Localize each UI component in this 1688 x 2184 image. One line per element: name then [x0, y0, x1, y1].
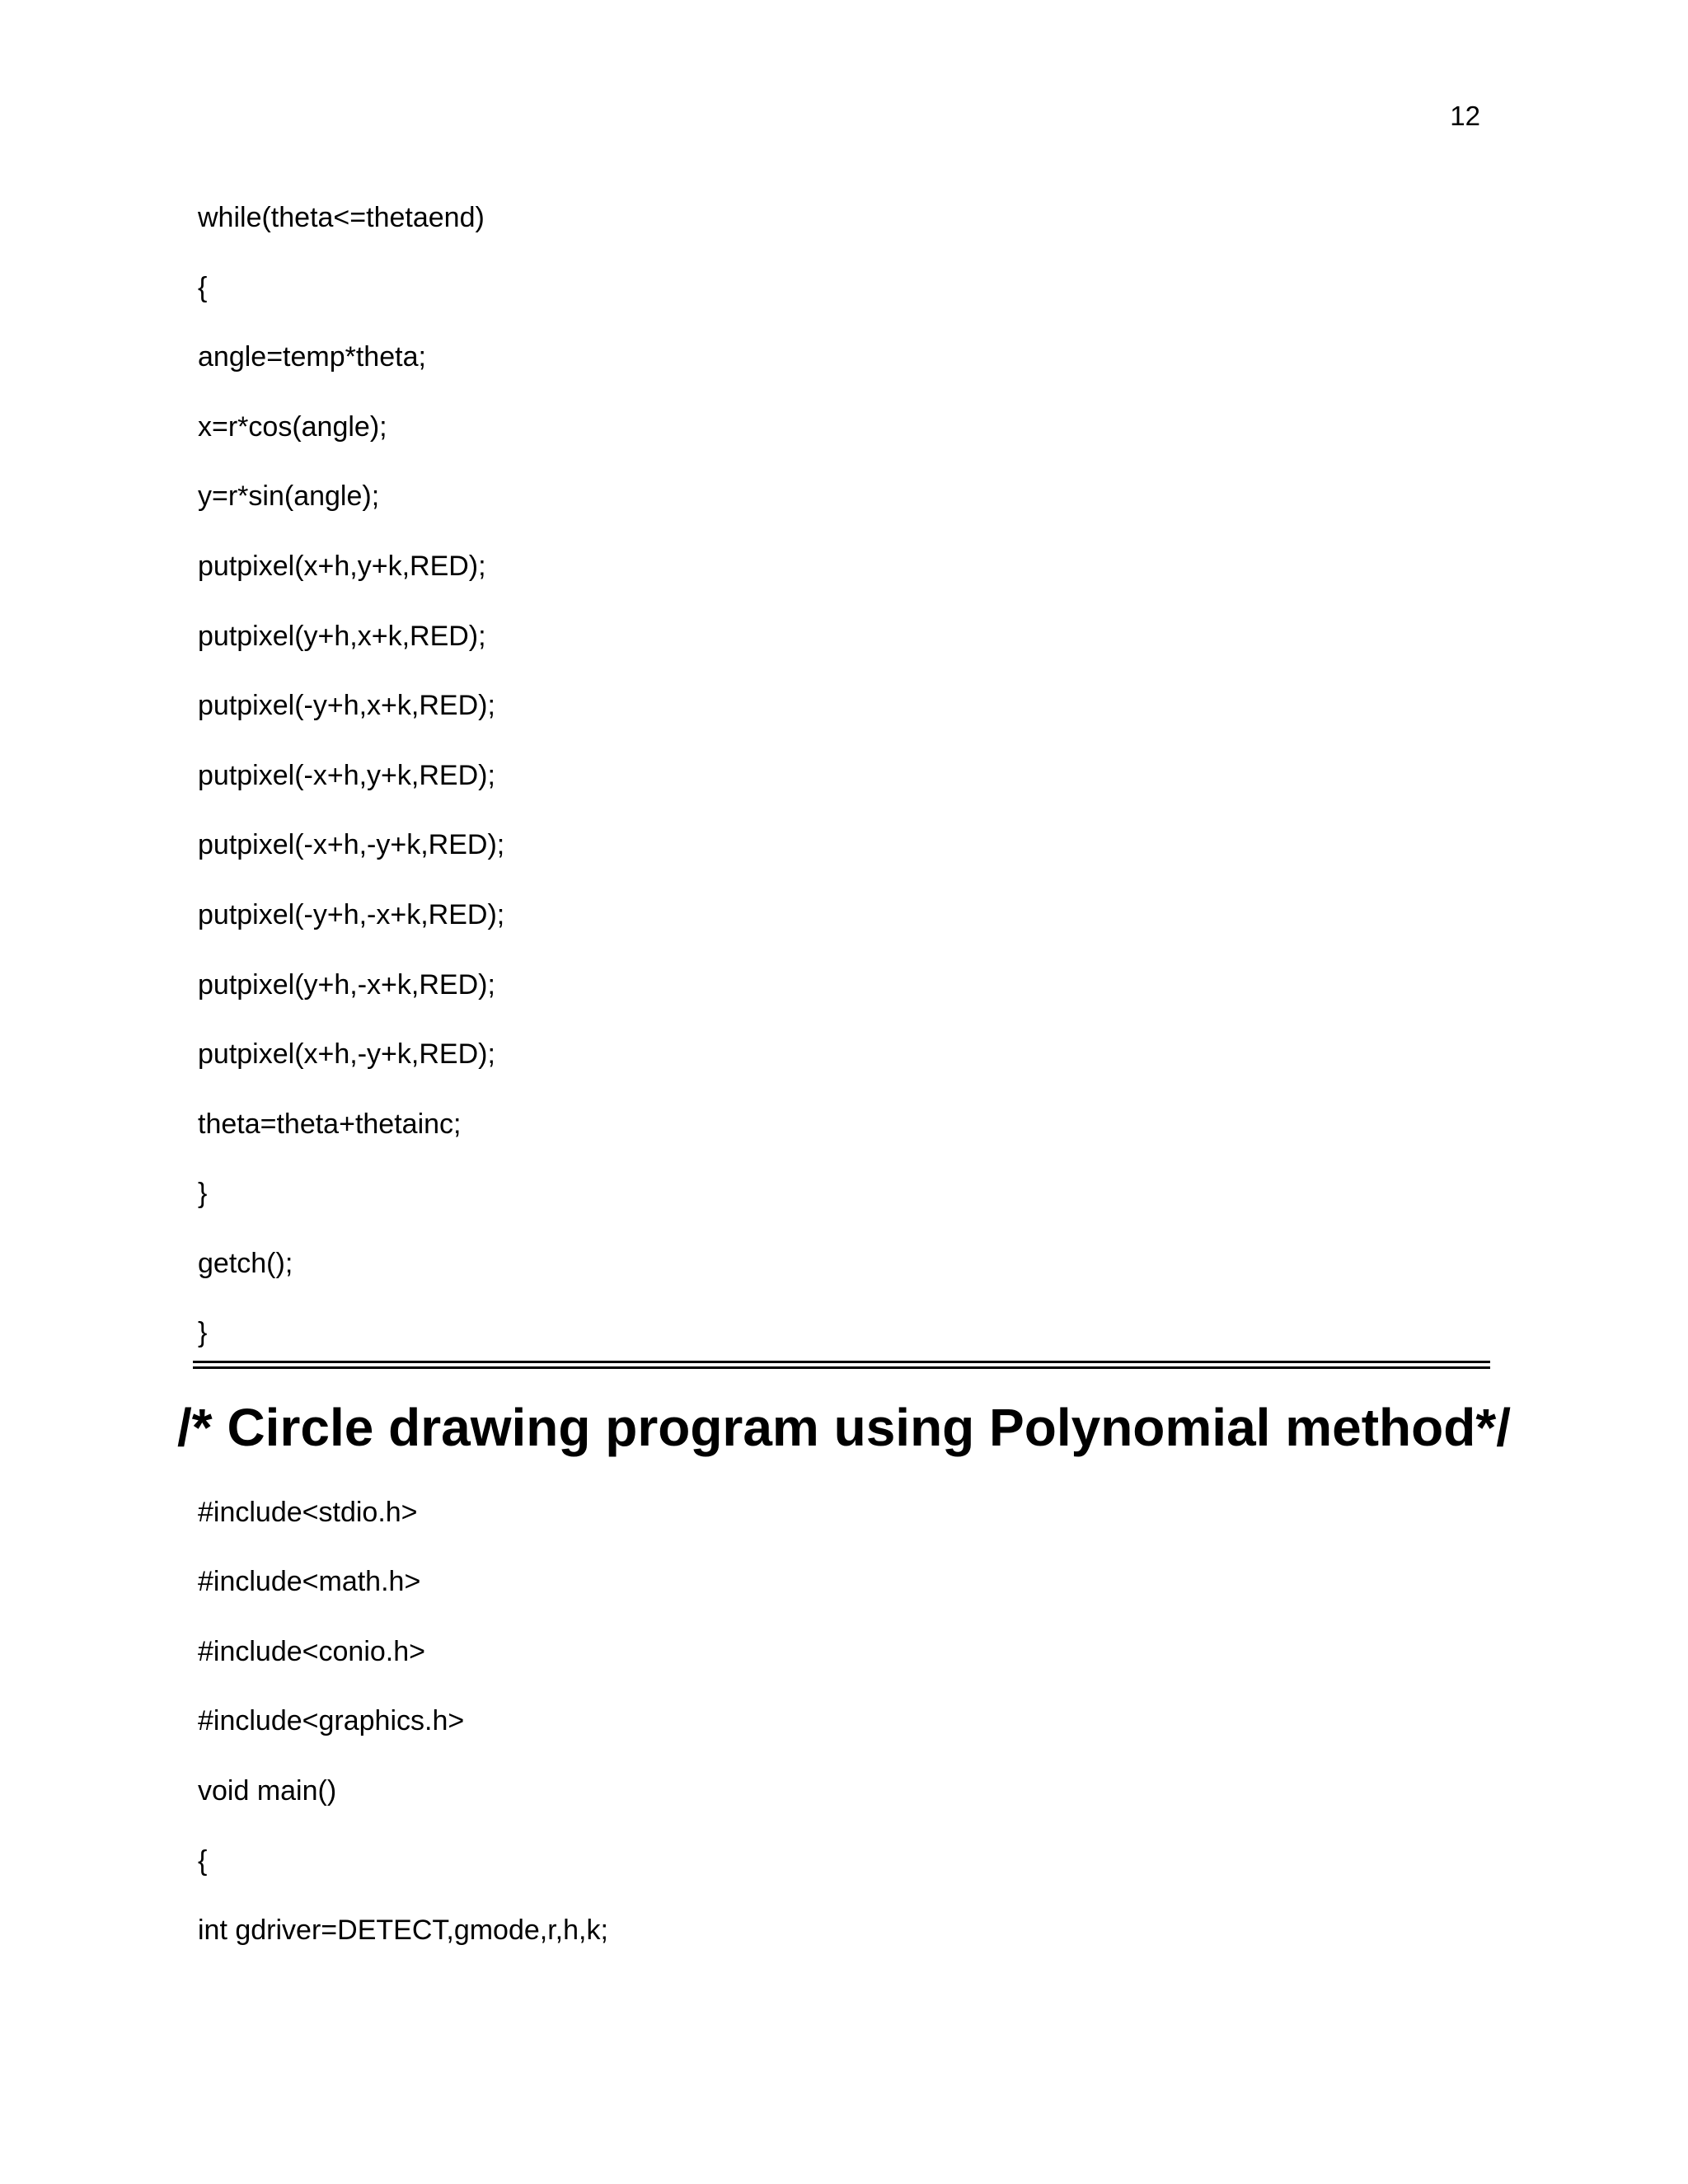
code-line: void main() — [198, 1775, 337, 1807]
code-line: putpixel(-y+h,x+k,RED); — [198, 690, 495, 721]
code-line: theta=theta+thetainc; — [198, 1108, 462, 1140]
rule-line-bottom — [193, 1366, 1490, 1369]
code-line: #include<graphics.h> — [198, 1705, 465, 1736]
code-line: putpixel(x+h,y+k,RED); — [198, 551, 486, 582]
code-line: { — [198, 272, 208, 303]
code-line: putpixel(-x+h,y+k,RED); — [198, 760, 495, 791]
double-rule-divider — [193, 1361, 1490, 1369]
rule-line-top — [193, 1361, 1490, 1363]
code-line: } — [198, 1178, 208, 1209]
code-line: putpixel(-y+h,-x+k,RED); — [198, 899, 505, 930]
code-line: #include<conio.h> — [198, 1636, 426, 1667]
code-line: putpixel(x+h,-y+k,RED); — [198, 1038, 495, 1070]
code-line: #include<math.h> — [198, 1566, 421, 1597]
page-number: 12 — [1450, 101, 1480, 131]
code-line: #include<stdio.h> — [198, 1497, 418, 1528]
code-line: getch(); — [198, 1248, 293, 1279]
section-heading: /* Circle drawing program using Polynomial method*/ — [176, 1398, 1512, 1457]
code-line: while(theta<=thetaend) — [198, 202, 485, 233]
code-line: angle=temp*theta; — [198, 341, 426, 373]
code-line: { — [198, 1845, 208, 1877]
code-line: x=r*cos(angle); — [198, 411, 387, 443]
code-line: y=r*sin(angle); — [198, 480, 380, 512]
code-line: putpixel(-x+h,-y+k,RED); — [198, 829, 505, 860]
code-line: int gdriver=DETECT,gmode,r,h,k; — [198, 1915, 608, 1946]
code-line: putpixel(y+h,-x+k,RED); — [198, 969, 495, 1001]
code-line: } — [198, 1317, 208, 1348]
code-line: putpixel(y+h,x+k,RED); — [198, 621, 486, 652]
